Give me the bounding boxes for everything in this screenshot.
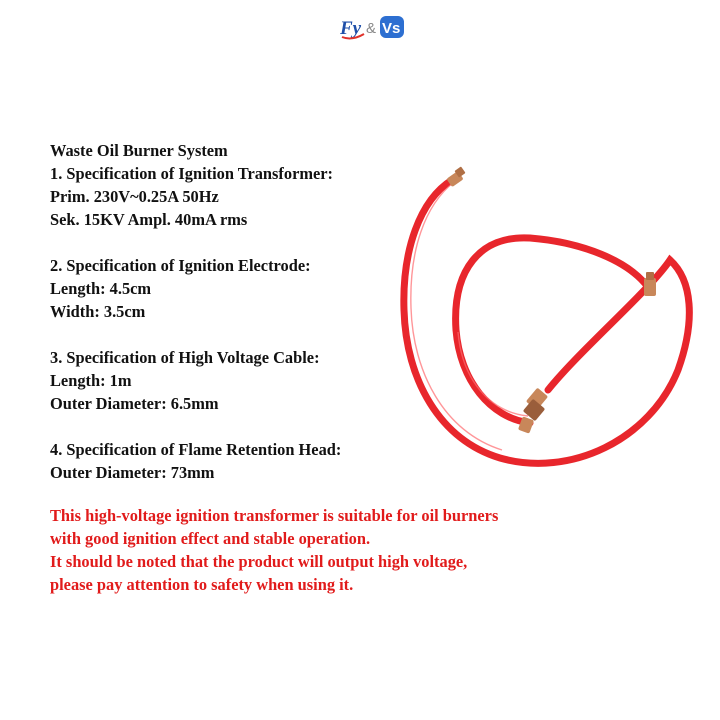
spacer bbox=[50, 231, 420, 254]
transformer-secondary: Sek. 15KV Ampl. 40mA rms bbox=[50, 210, 248, 229]
note-line-1: This high-voltage ignition transformer is suitable for oil burners bbox=[50, 506, 499, 525]
cable-photo bbox=[380, 140, 700, 500]
note-line-2: with good ignition effect and stable operation. bbox=[50, 529, 371, 548]
cable-heading: 3. Specification of High Voltage Cable: bbox=[50, 348, 320, 367]
electrode-width: Width: 3.5cm bbox=[50, 302, 146, 321]
head-heading: 4. Specification of Flame Retention Head: bbox=[50, 440, 342, 459]
brand-logo bbox=[338, 12, 408, 42]
brand-logo-graphic bbox=[338, 12, 408, 42]
note-line-4: please pay attention to safety when using it. bbox=[50, 575, 354, 594]
product-title: Waste Oil Burner System bbox=[50, 141, 228, 160]
head-diameter: Outer Diameter: 73mm bbox=[50, 463, 215, 482]
specification-block bbox=[50, 139, 420, 484]
logo-right-text: Vs bbox=[382, 20, 401, 37]
high-voltage-cable-illustration bbox=[380, 140, 700, 500]
electrode-length: Length: 4.5cm bbox=[50, 279, 152, 298]
transformer-heading: 1. Specification of Ignition Transformer: bbox=[50, 164, 334, 183]
electrode-heading: 2. Specification of Ignition Electrode: bbox=[50, 256, 311, 275]
transformer-primary: Prim. 230V~0.25A 50Hz bbox=[50, 187, 219, 206]
spacer bbox=[50, 415, 420, 438]
safety-note bbox=[50, 504, 690, 596]
note-line-3: It should be noted that the product will output high voltage, bbox=[50, 552, 468, 571]
spacer bbox=[50, 323, 420, 346]
cable-diameter: Outer Diameter: 6.5mm bbox=[50, 394, 219, 413]
terminal-middle bbox=[518, 388, 548, 434]
cable-length: Length: 1m bbox=[50, 371, 132, 390]
logo-amp: & bbox=[366, 20, 377, 37]
logo-left-text: Fy bbox=[340, 18, 362, 39]
